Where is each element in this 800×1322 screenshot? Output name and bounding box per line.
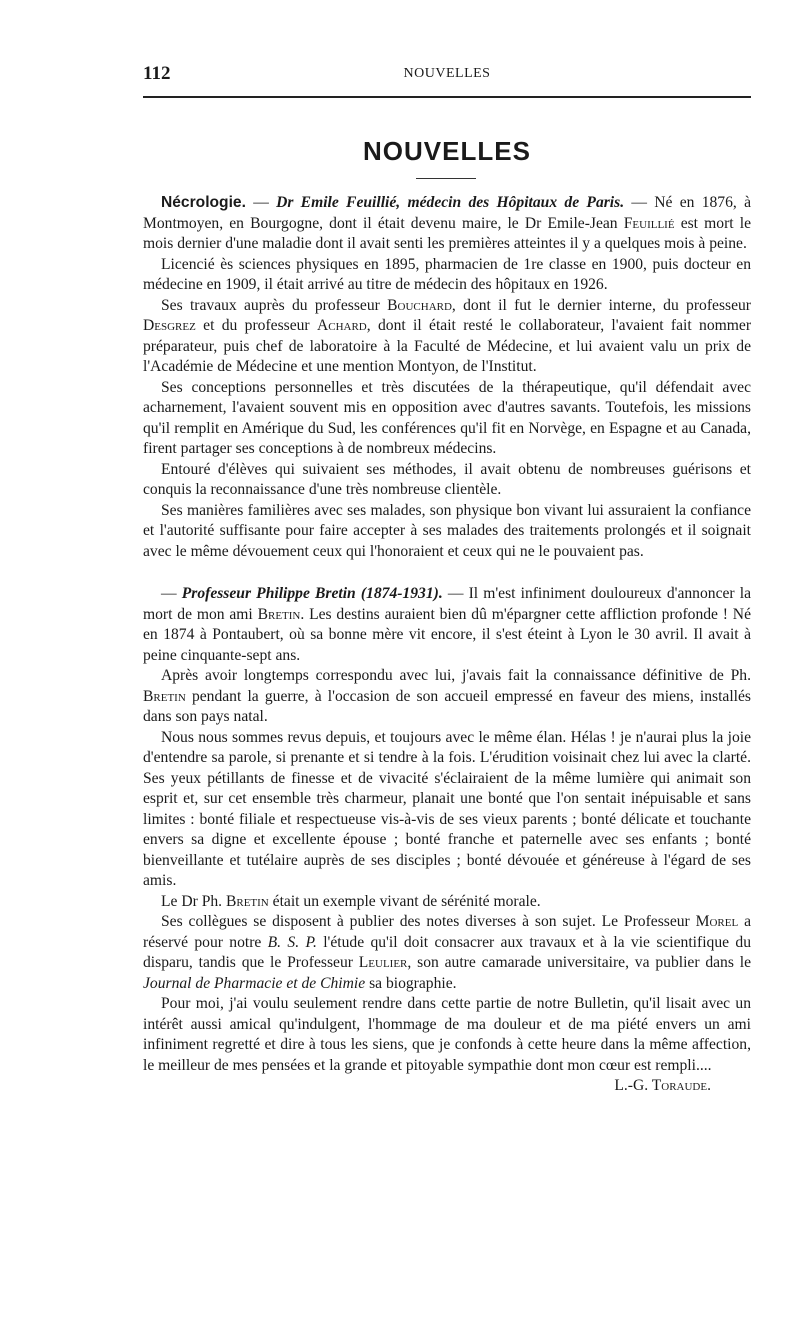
- feuillie-text: , dont il fut le dernier interne, du professeur: [451, 296, 751, 314]
- necrologie-paragraph-2: Licencié ès sciences physiques en 1895, pharmacien de 1re classe en 1900, puis docteur en médecine en 1909, il était arrivé au titre de médecin des hôpitaux en 1926.: [143, 255, 751, 293]
- person-name: Leulier: [358, 954, 408, 971]
- bretin-paragraph-4: [143, 892, 751, 913]
- bretin-text: était un exemple vivant de sérénité morale.: [268, 892, 541, 910]
- person-name: Bretin: [225, 892, 269, 910]
- bretin-text: . Les destins auraient bien dû m'épargner cette affliction profonde ! Né en 1874 à Pontaubert, où sa bonne mère vit encore, il s'est éteint à Lyon le 30 avril. Il avait à peine cinquante-sept ans.: [143, 605, 751, 664]
- feuillie-text: et du professeur: [195, 317, 317, 334]
- bretin-paragraph-2: [143, 666, 751, 728]
- necrologie-paragraph-5: Entouré d'élèves qui suivaient ses méthodes, il avait obtenu de nombreuses guérisons et conquis la reconnaissance d'une très nombreuse clientèle.: [143, 460, 751, 498]
- section-title: NOUVELLES: [363, 136, 531, 166]
- necrologie-dash: —: [245, 194, 277, 211]
- article-body: [143, 193, 751, 1097]
- feuillie-text: , dont il était resté le collaborateur, l'avaient fait nommer préparateur, puis chef de laboratoire à la Faculté de Médecine, et lui avaient valu un prix de l'Académie de Médecine et une mention Montyon, de l'Institut.: [143, 317, 752, 375]
- person-name: Morel: [695, 913, 739, 930]
- feuillie-heading: Dr Emile Feuillié, médecin des Hôpitaux de Paris.: [276, 194, 625, 211]
- bretin-text: , son autre camarade universitaire, va publier dans le: [407, 954, 752, 971]
- page-number: 112: [143, 63, 171, 84]
- person-name: Bretin: [257, 605, 301, 623]
- person-name: Feuillié: [623, 214, 675, 232]
- bretin-text: Le Dr Ph.: [161, 892, 226, 910]
- bretin-text: Après avoir longtemps correspondu avec lui, j'avais fait la connaissance définitive de Ph.: [161, 667, 751, 684]
- feuillie-text: est mort le mois dernier d'une maladie dont il avait senti les premières atteintes il y a quelques mois à peine.: [143, 214, 751, 252]
- journal-title: Journal de Pharmacie et de Chimie: [143, 974, 366, 992]
- bretin-heading: Professeur Philippe Bretin (1874-1931).: [181, 585, 443, 602]
- author-signature: L.-G. Toraude.: [614, 1077, 711, 1094]
- bretin-paragraph-3: Nous nous sommes revus depuis, et toujours avec le même élan. Hélas ! je n'aurai plus la joie d'entendre sa parole, si prenante et si tendre à la fois. L'érudition voisinait chez lui avec la clarté. Ses yeux pétillants de finesse et de vivacité s'éclairaient de la même lumière qui animait son esprit et, sur cet ensemble très charmeur, planait une bonté que l'on sentait inépuisable et sans limites : bonté filiale et respectueuse vis-à-vis de ses vieux parents ; bonté délicate et touchante envers sa digne et excellente épouse ; bonté franche et paternelle avec ses enfants ; bonté bienveillante et tutélaire auprès de ses disciples ; bonté dévouée et généreuse à l'égard de ses amis.: [143, 728, 751, 889]
- title-rule: [416, 178, 476, 179]
- necrologie-paragraph-3: [143, 296, 751, 378]
- person-name: Achard: [316, 317, 367, 334]
- bretin-text: Ses collègues se disposent à publier des notes diverses à son sujet. Le Professeur: [161, 913, 696, 930]
- running-title: NOUVELLES: [403, 66, 491, 81]
- necrologie-label: Nécrologie.: [161, 194, 246, 211]
- necrologie-paragraph-4: Ses conceptions personnelles et très discutées de la thérapeutique, qu'il défendait avec acharnement, l'avaient souvent mis en opposition avec d'autres savants. Toutefois, les missions qu'il remplit en Amérique du Sud, les conférences qu'il fit en Norvège, en Espagne et au Canada, firent partager ses conceptions à de nombreux médecins.: [143, 378, 751, 457]
- bretin-text: l'étude qu'il doit consacrer aux travaux et à la vie scientifique du disparu, tandis que le Professeur: [143, 933, 751, 971]
- bretin-text: — Il m'est infiniment douloureux d'annoncer la mort de mon ami: [143, 585, 751, 623]
- person-name: Desgrez: [143, 317, 196, 334]
- bretin-text: sa biographie.: [365, 974, 457, 992]
- person-name: Bouchard: [387, 296, 452, 314]
- journal-abbreviation: B. S. P.: [267, 933, 317, 951]
- running-head: [143, 63, 751, 87]
- bretin-text: pendant la guerre, à l'occasion de son accueil empressé en faveur des miens, installés dans son pays natal.: [143, 687, 751, 725]
- necrologie-paragraph-6: Ses manières familières avec ses malades, son physique bon vivant lui assuraient la confiance et l'autorité suffisante pour faire accepter à ses malades des traitements prolongés et il soignait avec le même dévouement ceux qui l'honoraient et ceux qui ne le pouvaient pas.: [143, 501, 751, 560]
- header-rule: [143, 96, 751, 98]
- bretin-paragraph-5: [143, 912, 751, 994]
- person-name: Bretin: [143, 687, 186, 705]
- block-gap: [143, 562, 751, 584]
- necrologie-paragraph-1: [143, 193, 751, 255]
- bretin-text: a réservé pour notre: [143, 913, 752, 951]
- feuillie-text: Ses travaux auprès du professeur: [161, 296, 388, 314]
- bretin-paragraph-6: Pour moi, j'ai voulu seulement rendre dans cette partie de notre Bulletin, qu'il lisait avec un intérêt aussi amical qu'indulgent, l'hommage de ma douleur et de ma piété envers un ami infiniment regretté et dire à tous les siens, que je confonds à cette heure dans la même affection, le meilleur de mes pensées et la grande et pitoyable sympathie dont mon cœur est rempli....: [143, 995, 751, 1074]
- bretin-dash: —: [161, 585, 182, 602]
- feuillie-text: — Né en 1876, à Montmoyen, en Bourgogne, dont il était devenu maire, le Dr Emile-Jean: [143, 194, 751, 232]
- bretin-paragraph-1: [143, 584, 751, 666]
